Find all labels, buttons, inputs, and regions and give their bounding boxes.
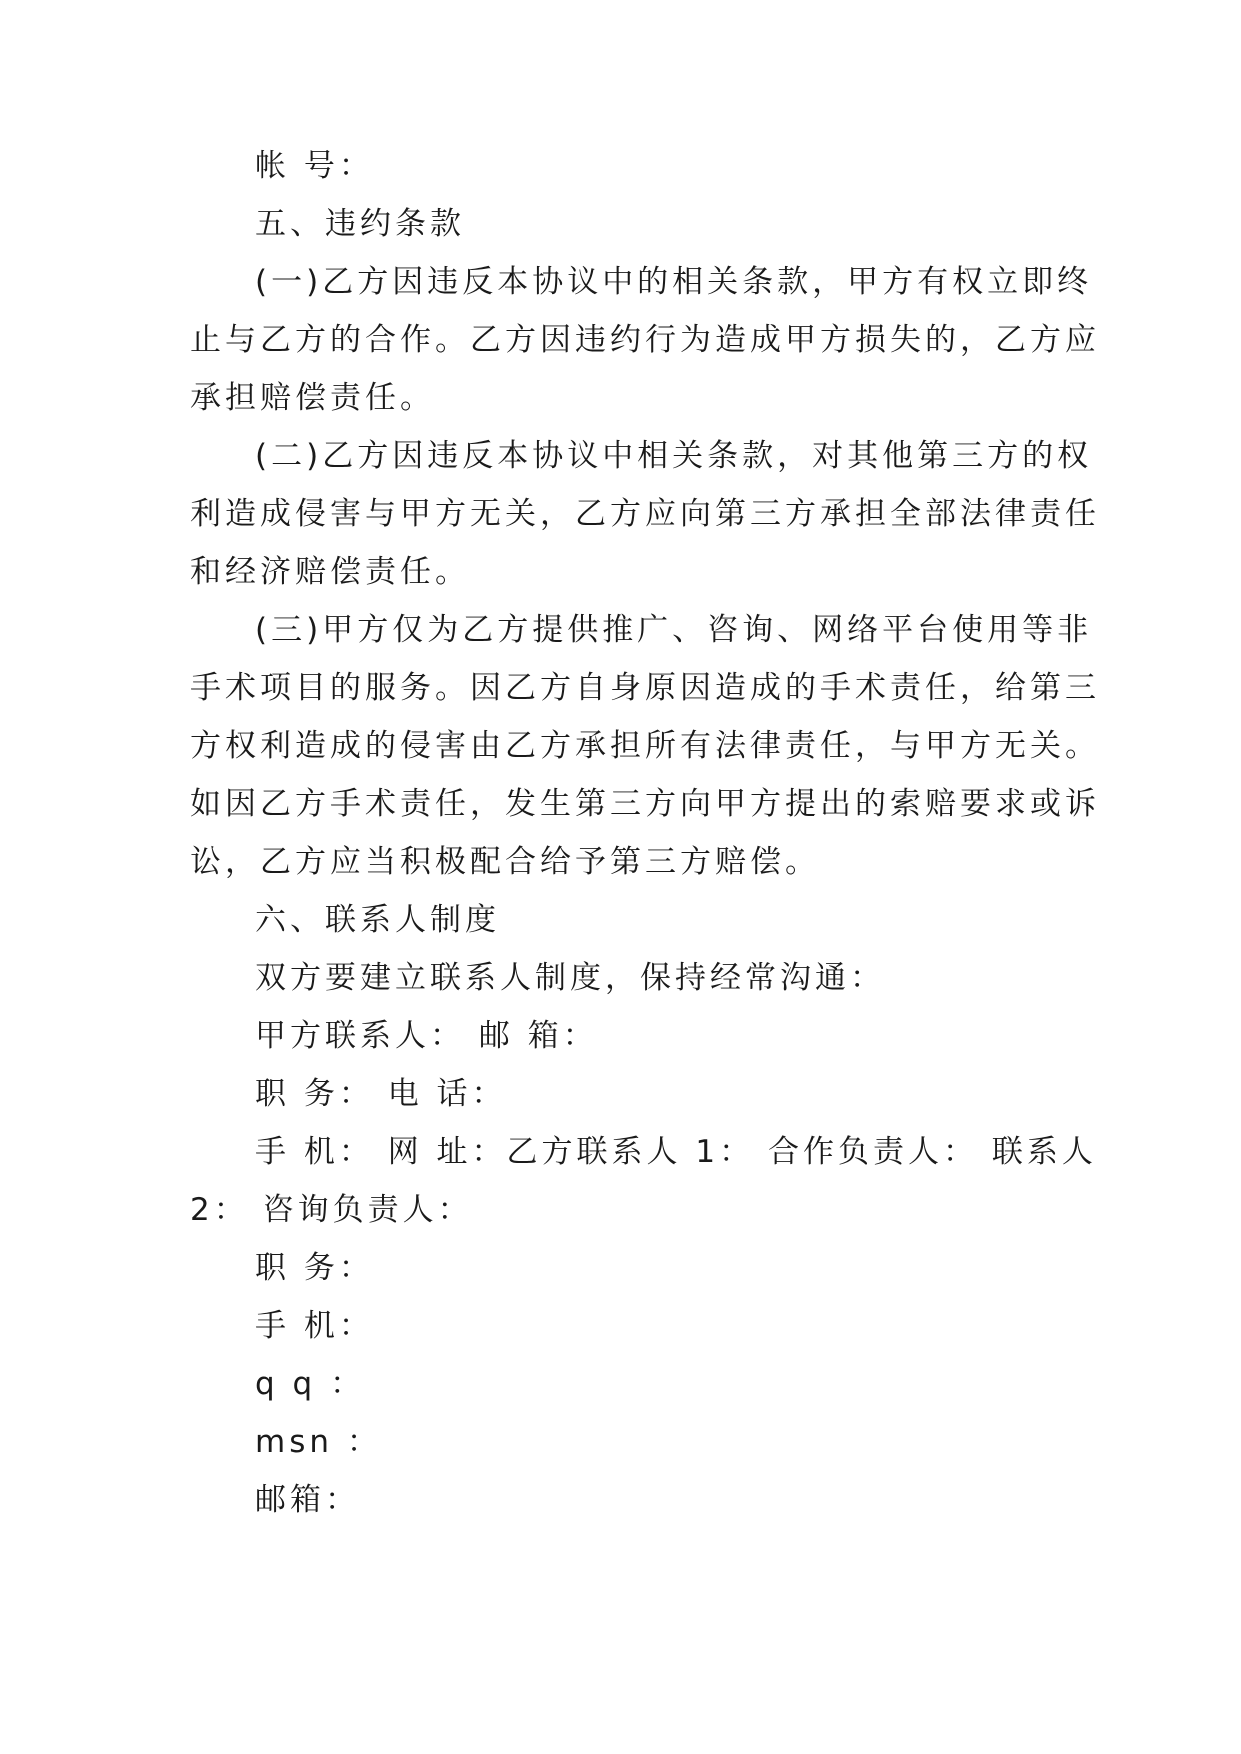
contact-field-line: 手 机： [255, 1308, 374, 1344]
paragraph-line: (三)甲方仅为乙方提供推广、咨询、网络平台使用等非 [255, 612, 1093, 648]
paragraph-line: 止与乙方的合作。乙方因违约行为造成甲方损失的，乙方应 [190, 322, 1100, 358]
contact-field-line: 职 务： 电 话： [255, 1076, 507, 1112]
account-number-label: 帐 号： [255, 148, 374, 184]
paragraph-line: (一)乙方因违反本协议中的相关条款，甲方有权立即终 [255, 264, 1093, 300]
contact-field-line: 邮箱： [255, 1482, 360, 1518]
paragraph-line: 双方要建立联系人制度，保持经常沟通： [255, 960, 885, 996]
contact-field-line: 手 机： 网 址：乙方联系人 1： 合作负责人： 联系人 [255, 1134, 1097, 1170]
paragraph-line: 手术项目的服务。因乙方自身原因造成的手术责任，给第三 [190, 670, 1100, 706]
paragraph-line: 利造成侵害与甲方无关，乙方应向第三方承担全部法律责任 [190, 496, 1100, 532]
contact-field-line: 职 务： [255, 1250, 374, 1286]
paragraph-line: 方权利造成的侵害由乙方承担所有法律责任，与甲方无关。 [190, 728, 1100, 764]
paragraph-line: 和经济赔偿责任。 [190, 554, 470, 590]
paragraph-line: 如因乙方手术责任，发生第三方向甲方提出的索赔要求或诉 [190, 786, 1100, 822]
section-heading-breach: 五、违约条款 [255, 206, 465, 242]
contact-field-line: 2： 咨询负责人： [190, 1192, 473, 1228]
contact-field-line: q q ： [255, 1366, 366, 1402]
contact-field-line: msn ： [255, 1424, 382, 1460]
paragraph-line: 承担赔偿责任。 [190, 380, 435, 416]
contact-field-line: 甲方联系人： 邮 箱： [255, 1018, 598, 1054]
paragraph-line: (二)乙方因违反本协议中相关条款，对其他第三方的权 [255, 438, 1093, 474]
paragraph-line: 讼，乙方应当积极配合给予第三方赔偿。 [190, 844, 820, 880]
section-heading-contacts: 六、联系人制度 [255, 902, 500, 938]
